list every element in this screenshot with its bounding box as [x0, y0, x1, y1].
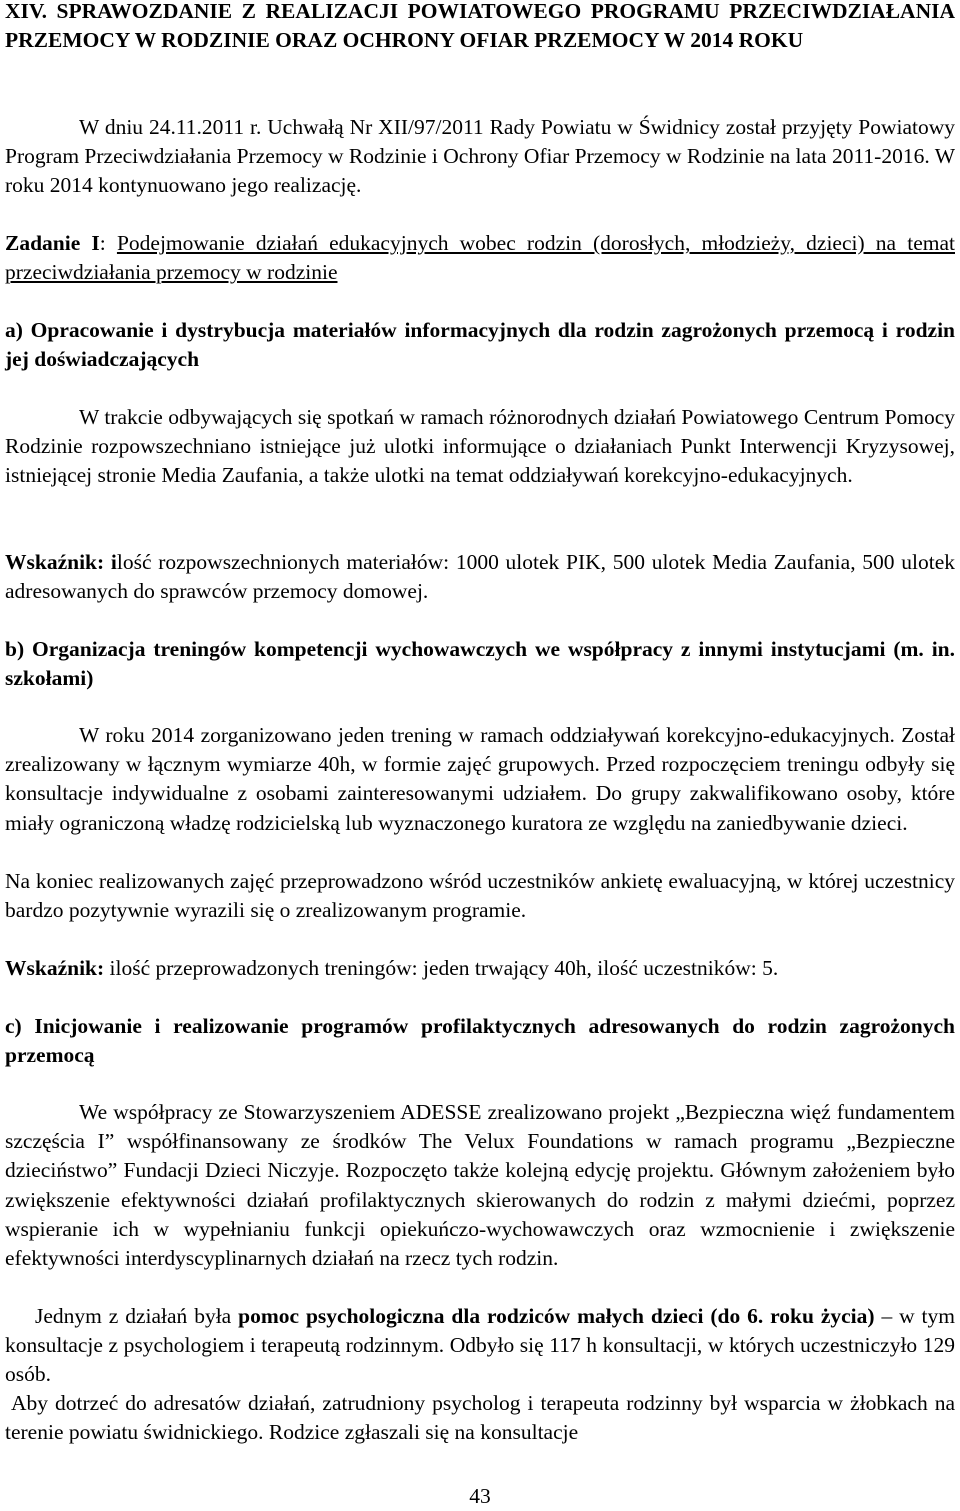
section-a-body: W trakcie odbywających się spotkań w ramach różnorodnych działań Powiatowego Centrum Pomocy Rodzinie rozpowszechniano istniejące już ulotki informujące o działaniach Punkt Interwencji Kryzysowej, istniejącej stronie Media Zaufania, a także ulotki na temat oddziaływań korekcyjno-edukacyjnych.	[5, 405, 955, 488]
section-b-body-2: Na koniec realizowanych zajęć przeprowadzono wśród uczestników ankietę ewaluacyjną, w której uczestnicy bardzo pozytywnie wyrazili się o zrealizowanym programie.	[5, 869, 955, 923]
section-a-indicator-text: lość rozpowszechnionych materiałów: 1000 ulotek PIK, 500 ulotek Media Zaufania, 500 ulotek adresowanych do sprawców przemocy domowej.	[5, 550, 955, 604]
task-1-label: Zadanie I	[5, 231, 100, 255]
section-b-body-1: W roku 2014 zorganizowano jeden trening w ramach oddziaływań korekcyjno-edukacyjnych. Został zrealizowany w łącznym wymiarze 40h, w formie zajęć grupowych. Przed rozpoczęciem treningu odbyły się konsultacje indywidualne z osobami zainteresowanymi udziałem. Do grupy zakwalifikowano osoby, które miały ograniczoną władzę rodzicielską lub wyznaczonego kuratora ze względu na zaniedbywanie dzieci.	[5, 723, 955, 835]
section-c-body-2-bold: pomoc psychologiczna dla rodziców małych dzieci (do 6. roku życia)	[238, 1304, 875, 1328]
section-c-body-3: Aby dotrzeć do adresatów działań, zatrudniony psycholog i terapeuta rodzinny był wsparcia w żłobkach na terenie powiatu świdnickiego. Rodzice zgłaszali się na konsultacje	[5, 1391, 955, 1445]
section-c-body-2-post: – w tym konsultacje z psychologiem i terapeutą rodzinnym. Odbyło się 117 h konsultacji, w których uczestniczyło 129 osób.	[5, 1304, 955, 1387]
section-b-indicator-text: ilość przeprowadzonych treningów: jeden trwający 40h, ilość uczestników: 5.	[104, 956, 779, 980]
intro-paragraph: W dniu 24.11.2011 r. Uchwałą Nr XII/97/2011 Rady Powiatu w Świdnicy został przyjęty Powiatowy Program Przeciwdziałania Przemocy w Rodzinie i Ochrony Ofiar Przemocy w Rodzinie na lata 2011-2016. W roku 2014 kontynuowano jego realizację.	[5, 115, 955, 198]
section-a-indicator-label: Wskaźnik: i	[5, 550, 117, 574]
section-c-body-2	[5, 1302, 955, 1390]
section-a-indicator	[5, 548, 955, 606]
section-b-indicator	[5, 954, 955, 983]
section-b-indicator-label: Wskaźnik:	[5, 956, 105, 980]
task-1-paragraph	[5, 229, 955, 287]
task-1-description: Podejmowanie działań edukacyjnych wobec rodzin (dorosłych, młodzieży, dzieci) na temat przeciwdziałania przemocy w rodzinie	[5, 231, 955, 285]
page-number: 43	[469, 1484, 491, 1508]
section-b-heading: b) Organizacja treningów kompetencji wychowawczych we współpracy z innymi instytucjami (m. in. szkołami)	[5, 637, 955, 691]
section-a-heading: a) Opracowanie i dystrybucja materiałów informacyjnych dla rodzin zagrożonych przemocą i rodzin jej doświadczających	[5, 318, 955, 372]
section-c-heading: c) Inicjowanie i realizowanie programów profilaktycznych adresowanych do rodzin zagrożonych przemocą	[5, 1014, 955, 1068]
task-1-separator: :	[99, 231, 117, 255]
document-title: XIV. SPRAWOZDANIE Z REALIZACJI POWIATOWEGO PROGRAMU PRZECIWDZIAŁANIA PRZEMOCY W RODZINIE ORAZ OCHRONY OFIAR PRZEMOCY W 2014 ROKU	[5, 0, 955, 52]
section-c-body-2-pre: Jednym z działań była	[35, 1304, 239, 1328]
section-c-body-1: We współpracy ze Stowarzyszeniem ADESSE zrealizowano projekt „Bezpieczna więź fundamentem szczęścia I” współfinansowany ze środków The Velux Foundations w ramach programu „Bezpieczne dzieciństwo” Fundacji Dzieci Niczyje. Rozpoczęto także kolejną edycję projektu. Głównym założeniem było zwiększenie efektywności działań profilaktycznych skierowanych do rodzin z małymi dziećmi, poprzez wspieranie ich w wypełnianiu funkcji opiekuńczo-wychowawczych oraz wzmocnienie i zwiększenie efektywności interdyscyplinarnych działań na rzecz tych rodzin.	[5, 1100, 955, 1271]
